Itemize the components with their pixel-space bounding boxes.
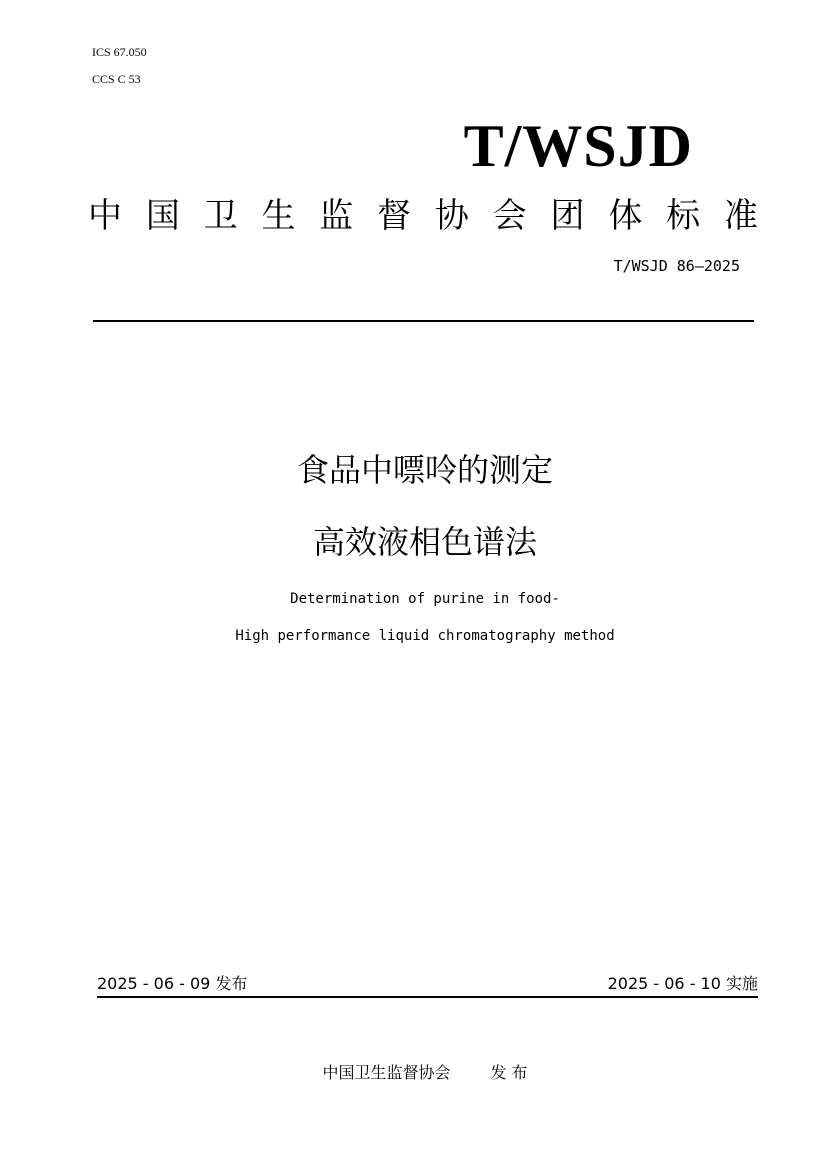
english-title-line-2: High performance liquid chromatography method xyxy=(235,628,615,644)
org-title-char: 监 xyxy=(319,196,354,236)
org-title-char: 体 xyxy=(608,196,643,236)
standard-logo: T/WSJD xyxy=(463,113,693,179)
ics-code: ICS 67.050 xyxy=(92,45,147,59)
org-title-char: 标 xyxy=(666,196,701,236)
org-title-char: 团 xyxy=(550,196,585,236)
ccs-code: CCS C 53 xyxy=(92,72,141,86)
chinese-title-line-2: 高效液相色谱法 xyxy=(312,523,537,561)
org-title-char: 卫 xyxy=(203,196,238,236)
org-title-char: 协 xyxy=(434,196,469,236)
publisher-name: 中国卫生监督协会 xyxy=(322,1063,451,1082)
english-title-line-1: Determination of purine in food- xyxy=(290,591,560,607)
chinese-title-line-1: 食品中嘌呤的测定 xyxy=(296,451,553,489)
organization-title xyxy=(88,195,758,237)
publish-date: 2025 - 06 - 09 发布 xyxy=(97,974,248,993)
org-title-char: 会 xyxy=(492,196,527,236)
org-title-char: 准 xyxy=(723,196,758,236)
implement-date: 2025 - 06 - 10 实施 xyxy=(607,974,758,993)
top-divider xyxy=(93,320,754,322)
publisher-action: 发 布 xyxy=(490,1063,528,1082)
publisher-line xyxy=(0,1063,815,1083)
org-title-char: 中 xyxy=(88,196,122,236)
bottom-divider xyxy=(97,996,758,998)
org-title-char: 生 xyxy=(261,196,296,236)
org-title-char: 督 xyxy=(377,196,412,236)
standard-number: T/WSJD 86—2025 xyxy=(613,257,740,275)
org-title-char: 国 xyxy=(145,196,180,236)
